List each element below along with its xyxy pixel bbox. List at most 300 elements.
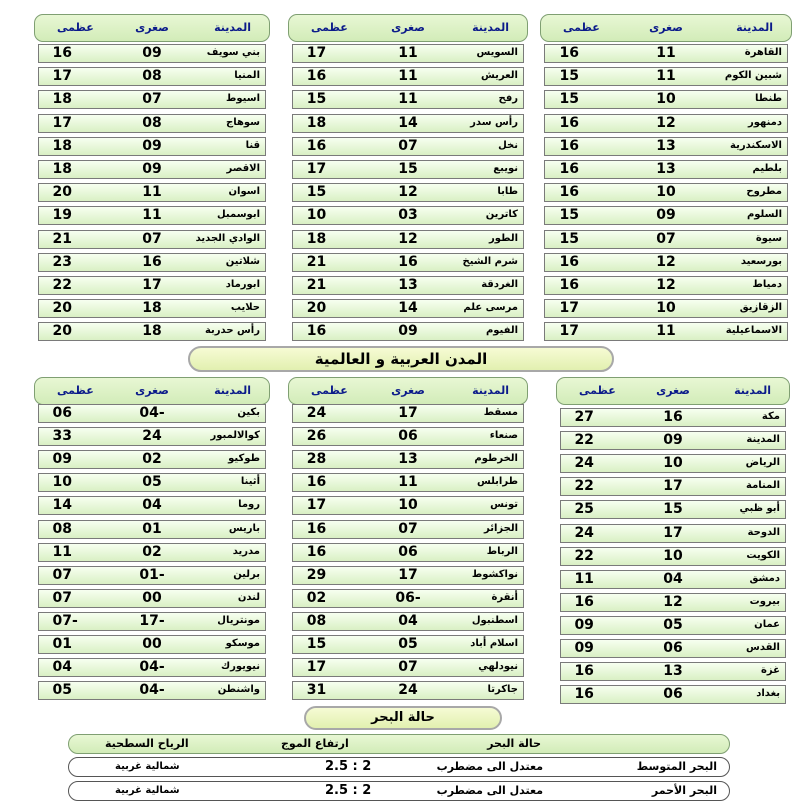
max-temp: 18: [306, 230, 327, 247]
table-row: [292, 450, 524, 469]
min-temp: 16: [663, 409, 683, 425]
city-name: بني سويف: [206, 47, 260, 58]
header-city: المدينة: [734, 384, 771, 397]
max-temp: 16: [574, 663, 594, 680]
min-temp: 13: [398, 451, 418, 468]
surface-wind: شمالية غربية: [115, 761, 180, 772]
min-temp: 12: [398, 230, 418, 247]
header-min: صغرى: [135, 384, 169, 397]
city-name: قنا: [245, 139, 260, 151]
max-temp: 15: [559, 230, 579, 247]
max-temp: 16: [574, 686, 594, 703]
table-row: [292, 160, 524, 179]
min-temp: 06: [663, 686, 683, 703]
max-temp: 16: [574, 593, 594, 610]
table-row: [544, 322, 788, 341]
min-temp: 16: [398, 253, 418, 270]
max-temp: 17: [306, 497, 327, 514]
city-name: شبين الكوم: [724, 70, 782, 82]
min-temp: 09: [142, 137, 162, 154]
table-row: [38, 137, 266, 156]
table-row: [560, 408, 786, 427]
city-name: الخرطوم: [474, 453, 518, 465]
min-temp: 06-: [395, 589, 421, 606]
max-temp: 24: [306, 405, 327, 421]
table-header: [34, 14, 270, 42]
city-name: شرم الشيخ: [462, 255, 518, 267]
min-temp: 11: [398, 474, 418, 491]
table-row: [292, 496, 524, 515]
city-name: بغداد: [756, 688, 780, 700]
table-row: [292, 183, 524, 202]
min-temp: 11: [398, 68, 418, 85]
city-name: شلاتين: [225, 255, 260, 267]
table-row: [560, 639, 786, 658]
header-min: صغرى: [649, 21, 683, 34]
city-name: مرسى علم: [463, 302, 518, 314]
max-temp: 14: [52, 497, 73, 514]
table-row: [38, 206, 266, 225]
table-row: [38, 160, 266, 179]
table-row: [544, 160, 788, 179]
min-temp: 12: [656, 114, 676, 131]
city-name: واشنطن: [217, 684, 260, 696]
table-row: [560, 524, 786, 543]
max-temp: 17: [559, 300, 579, 317]
min-temp: 07: [656, 230, 676, 247]
max-temp: 18: [52, 137, 73, 154]
city-name: برلين: [233, 568, 260, 580]
max-temp: 24: [574, 524, 594, 541]
city-name: نيويورك: [220, 661, 260, 673]
max-temp: 11: [574, 570, 594, 587]
city-name: الاقصر: [226, 163, 260, 174]
max-temp: 07: [52, 589, 73, 606]
city-name: مكة: [761, 411, 780, 422]
table-row: [292, 322, 524, 341]
sea-row: [68, 757, 730, 777]
table-header: [288, 14, 528, 42]
header-max: عظمى: [579, 384, 616, 397]
table-row: [560, 616, 786, 635]
table-header: [288, 377, 528, 405]
max-temp: 08: [306, 612, 327, 629]
city-name: ابوسمبل: [217, 209, 260, 221]
min-temp: 13: [656, 137, 676, 154]
city-name: جاكرتا: [487, 684, 518, 696]
city-name: الدوحة: [747, 526, 780, 538]
table-row: [38, 658, 266, 677]
egypt-table-3: [34, 14, 270, 354]
sea-table-header: [68, 734, 730, 754]
min-temp: 17: [663, 524, 683, 541]
surface-wind: شمالية غربية: [115, 785, 180, 796]
table-row: [292, 520, 524, 539]
max-temp: 16: [559, 161, 579, 177]
max-temp: 17: [52, 114, 73, 131]
city-name: الاسكندرية: [730, 139, 782, 151]
max-temp: 22: [574, 478, 594, 495]
city-name: صنعاء: [489, 430, 518, 442]
min-temp: 04: [663, 570, 683, 587]
city-name: كاترين: [485, 209, 518, 221]
table-row: [292, 612, 524, 631]
city-name: بورسعيد: [740, 255, 782, 267]
min-temp: 12: [656, 253, 676, 270]
max-temp: 28: [306, 451, 327, 468]
table-header: [34, 377, 270, 405]
city-name: المنيا: [234, 70, 260, 82]
city-name: غزة: [761, 665, 780, 677]
table-row: [38, 520, 266, 539]
city-name: مدريد: [232, 545, 260, 557]
min-temp: 15: [663, 501, 683, 518]
min-temp: 11: [142, 184, 162, 201]
max-temp: 16: [559, 253, 579, 270]
table-row: [560, 570, 786, 589]
table-row: [292, 44, 524, 63]
max-temp: 15: [559, 91, 579, 108]
min-temp: 04-: [139, 682, 165, 699]
table-row: [38, 681, 266, 700]
city-name: الزقازيق: [739, 302, 782, 314]
max-temp: 08: [52, 520, 73, 537]
max-temp: 15: [306, 184, 327, 201]
city-name: موسكو: [225, 638, 260, 649]
min-temp: 10: [656, 184, 676, 201]
table-row: [38, 404, 266, 423]
table-row: [38, 67, 266, 86]
table-row: [38, 276, 266, 295]
min-temp: 13: [663, 663, 683, 680]
min-temp: 10: [663, 455, 683, 472]
header-max: عظمى: [311, 21, 348, 34]
max-temp: 10: [306, 207, 327, 224]
max-temp: 15: [559, 207, 579, 224]
city-name: المنامة: [746, 480, 780, 492]
min-temp: 07: [398, 137, 418, 154]
city-name: بلطيم: [752, 163, 782, 174]
min-temp: 24: [398, 682, 418, 699]
city-name: الاسماعيلية: [725, 325, 782, 337]
max-temp: 23: [52, 253, 73, 270]
min-temp: 05: [142, 474, 162, 491]
city-name: سيوة: [755, 232, 782, 244]
min-temp: 24: [142, 428, 162, 445]
min-temp: 11: [656, 68, 676, 85]
max-temp: 15: [306, 636, 327, 652]
max-temp: 15: [306, 91, 327, 108]
city-name: طوكيو: [228, 453, 260, 465]
table-row: [292, 543, 524, 562]
min-temp: 17: [398, 566, 418, 583]
min-temp: 04-: [139, 405, 165, 421]
max-temp: 16: [559, 277, 579, 293]
min-temp: 03: [398, 207, 418, 224]
max-temp: 22: [52, 277, 73, 293]
min-temp: 08: [142, 68, 162, 85]
max-temp: 16: [306, 543, 327, 560]
world-cities-title: المدن العربية و العالمية: [188, 346, 614, 372]
city-name: القاهرة: [744, 47, 782, 58]
city-name: حلايب: [230, 302, 260, 314]
max-temp: 16: [52, 45, 73, 61]
max-temp: 18: [306, 114, 327, 131]
min-temp: 12: [663, 593, 683, 610]
table-row: [292, 473, 524, 492]
max-temp: 07: [52, 566, 73, 583]
max-temp: 10: [52, 474, 73, 491]
min-temp: 02: [142, 543, 162, 560]
max-temp: 17: [52, 68, 73, 85]
max-temp: 06: [52, 405, 73, 421]
min-temp: 17: [398, 405, 418, 421]
city-name: ابورماد: [225, 279, 260, 290]
city-name: نويبع: [493, 163, 518, 174]
max-temp: 24: [574, 455, 594, 472]
header-city: المدينة: [472, 21, 509, 34]
max-temp: 05: [52, 682, 73, 699]
max-temp: 22: [574, 547, 594, 564]
city-name: الغردقة: [481, 279, 518, 290]
max-temp: 04: [52, 659, 73, 676]
wave-height: 2.5 : 2: [325, 783, 372, 798]
city-name: سوهاج: [226, 116, 260, 128]
egypt-table-1: [540, 14, 792, 354]
max-temp: 17: [306, 161, 327, 177]
max-temp: 09: [574, 640, 594, 656]
table-row: [38, 44, 266, 63]
table-row: [38, 114, 266, 133]
table-row: [544, 299, 788, 318]
min-temp: 05: [663, 616, 683, 633]
header-surface-wind: الرياح السطحية: [105, 737, 189, 750]
max-temp: 17: [306, 659, 327, 676]
min-temp: 17: [663, 478, 683, 495]
max-temp: 20: [52, 184, 73, 201]
city-name: نيودلهي: [478, 661, 518, 673]
table-row: [292, 566, 524, 585]
min-temp: 04: [142, 497, 162, 514]
min-temp: 04-: [139, 659, 165, 676]
max-temp: 29: [306, 566, 327, 583]
max-temp: 16: [559, 137, 579, 154]
table-row: [292, 681, 524, 700]
city-name: كوالالمبور: [210, 430, 260, 442]
table-row: [38, 566, 266, 585]
min-temp: 10: [656, 300, 676, 317]
max-temp: 15: [559, 68, 579, 85]
city-name: مونتريال: [217, 614, 260, 626]
city-name: اسوان: [228, 186, 260, 198]
city-name: رأس حدربة: [204, 325, 260, 337]
max-temp: 09: [574, 616, 594, 633]
table-row: [38, 473, 266, 492]
min-temp: 09: [142, 161, 162, 177]
table-row: [544, 253, 788, 272]
table-header: [540, 14, 792, 42]
table-row: [292, 635, 524, 654]
table-row: [560, 547, 786, 566]
min-temp: 12: [656, 277, 676, 293]
table-row: [560, 431, 786, 450]
city-name: باريس: [228, 522, 260, 534]
max-temp: 16: [306, 474, 327, 491]
max-temp: 33: [52, 428, 73, 445]
min-temp: 00: [142, 589, 162, 606]
table-row: [292, 404, 524, 423]
min-temp: 14: [398, 114, 418, 131]
header-min: صغرى: [391, 384, 425, 397]
table-row: [544, 114, 788, 133]
city-name: الرباط: [486, 545, 518, 557]
city-name: الطور: [489, 232, 518, 244]
city-name: الكويت: [746, 549, 780, 561]
min-temp: 10: [398, 497, 418, 514]
table-row: [560, 500, 786, 519]
city-name: تونس: [490, 499, 518, 511]
city-name: طابا: [497, 186, 518, 198]
max-temp: 16: [559, 45, 579, 61]
city-name: دمياط: [752, 279, 782, 290]
min-temp: 11: [398, 45, 418, 61]
min-temp: 09: [142, 45, 162, 61]
max-temp: 18: [52, 161, 73, 177]
city-name: الفيوم: [485, 325, 518, 337]
sea-name: البحر الأحمر: [651, 784, 717, 797]
min-temp: 09: [663, 432, 683, 449]
header-max: عظمى: [57, 21, 94, 34]
header-sea-state: حالة البحر: [487, 737, 541, 750]
city-name: طنطا: [755, 93, 782, 105]
city-name: الوادي الجديد: [195, 232, 260, 244]
min-temp: 11: [656, 323, 676, 340]
world-table-2: [288, 377, 528, 717]
min-temp: 07: [142, 230, 162, 247]
min-temp: 13: [398, 277, 418, 293]
table-row: [560, 685, 786, 704]
table-row: [560, 593, 786, 612]
header-city: المدينة: [472, 384, 509, 397]
table-header: [556, 377, 790, 405]
table-row: [38, 635, 266, 654]
min-temp: 10: [663, 547, 683, 564]
table-row: [544, 90, 788, 109]
world-table-3: [34, 377, 270, 717]
city-name: المدينة: [746, 434, 780, 446]
city-name: أنقرة: [491, 591, 518, 603]
min-temp: 01: [142, 520, 162, 537]
min-temp: 08: [142, 114, 162, 131]
max-temp: 01: [52, 636, 73, 652]
table-row: [292, 67, 524, 86]
max-temp: 21: [306, 253, 327, 270]
table-row: [38, 299, 266, 318]
max-temp: 20: [306, 300, 327, 317]
city-name: رأس سدر: [470, 116, 518, 128]
max-temp: 25: [574, 501, 594, 518]
city-name: السويس: [476, 47, 518, 58]
sea-state-title: حالة البحر: [304, 706, 502, 730]
min-temp: 11: [398, 91, 418, 108]
max-temp: 17: [306, 45, 327, 61]
table-row: [544, 230, 788, 249]
city-name: مطروح: [746, 186, 782, 198]
min-temp: 06: [398, 543, 418, 560]
min-temp: 17-: [139, 612, 165, 629]
city-name: السلوم: [746, 209, 782, 221]
min-temp: 07: [142, 91, 162, 108]
max-temp: 18: [52, 91, 73, 108]
city-name: نخل: [498, 139, 518, 151]
header-max: عظمى: [563, 21, 600, 34]
world-table-1: [556, 377, 790, 717]
min-temp: 16: [142, 253, 162, 270]
city-name: أثينا: [240, 476, 260, 488]
city-name: لندن: [237, 591, 260, 603]
city-name: بيروت: [749, 595, 780, 607]
max-temp: 21: [306, 277, 327, 293]
city-name: دمشق: [749, 572, 780, 584]
min-temp: 07: [398, 659, 418, 676]
min-temp: 02: [142, 451, 162, 468]
min-temp: 11: [656, 45, 676, 61]
table-row: [292, 276, 524, 295]
max-temp: 02: [306, 589, 327, 606]
max-temp: 16: [559, 114, 579, 131]
table-row: [560, 477, 786, 496]
max-temp: 11: [52, 543, 73, 560]
table-row: [292, 299, 524, 318]
city-name: نواكشوط: [471, 568, 518, 580]
max-temp: 26: [306, 428, 327, 445]
max-temp: 16: [306, 323, 327, 340]
table-row: [292, 90, 524, 109]
city-name: القدس: [746, 642, 780, 653]
min-temp: 15: [398, 161, 418, 177]
header-min: صغرى: [135, 21, 169, 34]
table-row: [544, 137, 788, 156]
max-temp: 20: [52, 323, 73, 340]
table-row: [292, 427, 524, 446]
table-row: [560, 662, 786, 681]
table-row: [292, 230, 524, 249]
max-temp: 16: [306, 137, 327, 154]
city-name: أبو ظبي: [739, 503, 780, 515]
table-row: [544, 67, 788, 86]
table-row: [544, 183, 788, 202]
min-temp: 04: [398, 612, 418, 629]
table-row: [544, 206, 788, 225]
egypt-table-2: [288, 14, 528, 354]
table-row: [38, 90, 266, 109]
city-name: العريش: [481, 70, 518, 82]
max-temp: 22: [574, 432, 594, 449]
min-temp: 13: [656, 161, 676, 177]
max-temp: 16: [306, 68, 327, 85]
max-temp: 31: [306, 682, 327, 699]
city-name: اسلام أباد: [470, 638, 518, 649]
max-temp: 19: [52, 207, 73, 224]
table-row: [38, 230, 266, 249]
max-temp: 09: [52, 451, 73, 468]
max-temp: 27: [574, 409, 594, 425]
min-temp: 09: [398, 323, 418, 340]
min-temp: 06: [398, 428, 418, 445]
city-name: الرياض: [745, 457, 780, 469]
table-row: [292, 658, 524, 677]
wave-height: 2.5 : 2: [325, 759, 372, 774]
